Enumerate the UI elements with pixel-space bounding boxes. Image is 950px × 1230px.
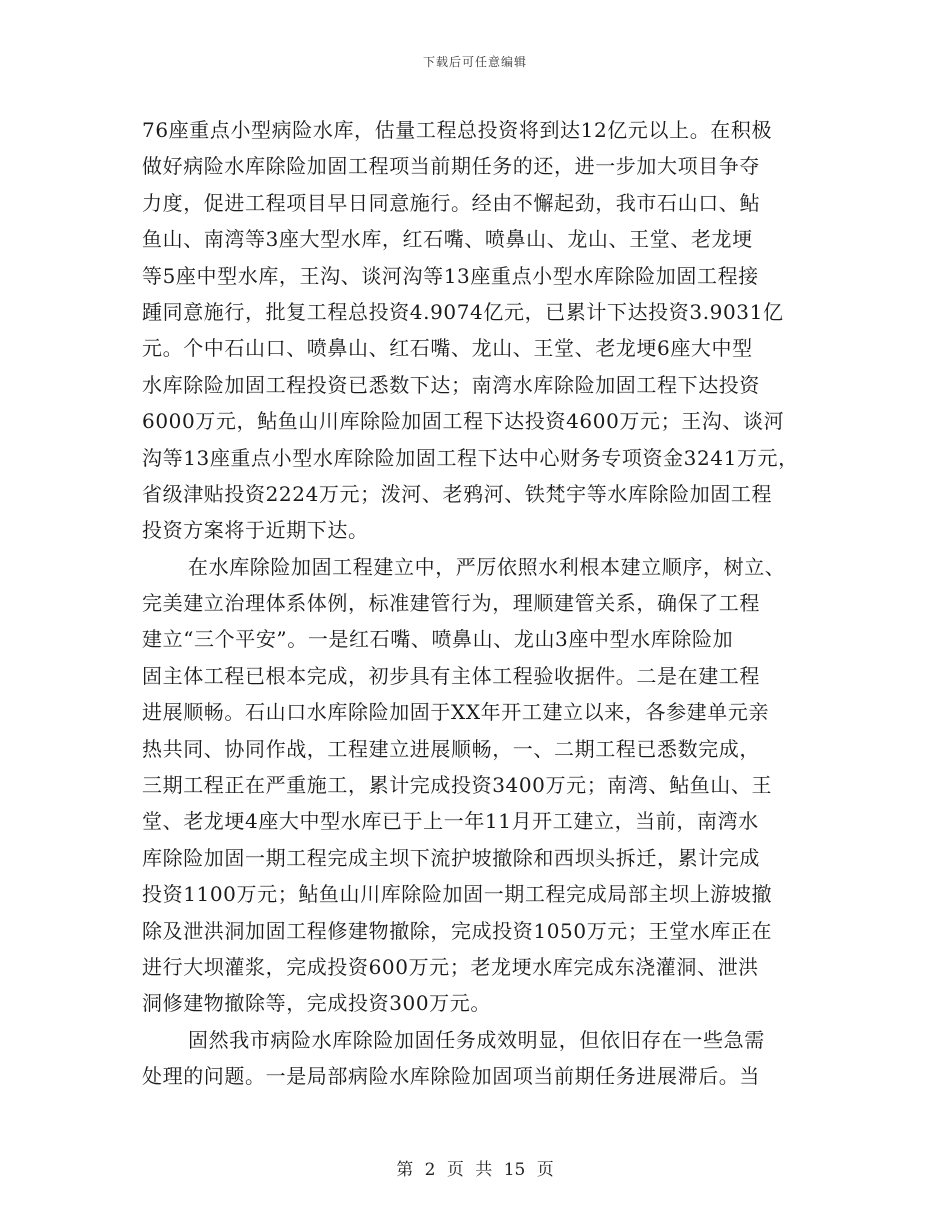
body-line: 三期工程正在严重施工，累计完成投资3400万元；南湾、鲇鱼山、王 — [142, 773, 773, 798]
body-line: 进展顺畅。石山口水库除险加固于XX年开工建立以来，各参建单元亲 — [142, 700, 770, 725]
body-line: 除及泄洪洞加固工程修建物撤除，完成投资1050万元；王堂水库正在 — [142, 918, 773, 943]
body-line: 踵同意施行，批复工程总投资4.9074亿元，已累计下达投资3.9031亿 — [142, 299, 784, 324]
body-line: 热共同、协同作战，工程建立进展顺畅，一、二期工程已悉数完成， — [142, 736, 760, 761]
body-line: 洞修建物撤除等，完成投资300万元。 — [142, 991, 491, 1016]
body-line: 投资方案将于近期下达。 — [142, 518, 369, 543]
body-line: 鱼山、南湾等3座大型水库，红石嘴、喷鼻山、龙山、王堂、老龙埂 — [142, 227, 753, 252]
body-line: 堂、老龙埂4座大中型水库已于上一年11月开工建立，当前，南湾水 — [142, 809, 759, 834]
body-line: 投资1100万元；鲇鱼山川库除险加固一期工程完成局部主坝上游坡撤 — [142, 882, 773, 907]
body-line: 元。个中石山口、喷鼻山、红石嘴、龙山、王堂、老龙埂6座大中型 — [142, 336, 753, 361]
body-line: 水库除险加固工程投资已悉数下达；南湾水库除险加固工程下达投资 — [142, 372, 760, 397]
body-line: 76座重点小型病险水库，估量工程总投资将到达12亿元以上。在积极 — [142, 118, 773, 142]
body-line: 等5座中型水库，王沟、谈河沟等13座重点小型水库除险加固工程接 — [142, 263, 759, 288]
paragraph-start-line: 固然我市病险水库除险加固任务成效明显，但依旧存在一些急需 — [188, 1027, 765, 1052]
body-line: 处理的问题。一是局部病险水库除险加固项当前期任务进展滞后。当 — [142, 1064, 760, 1089]
body-line: 省级津贴投资2224万元；泼河、老鸦河、铁梵宇等水库除险加固工程 — [142, 481, 773, 506]
body-line: 库除险加固一期工程完成主坝下流护坡撤除和西坝头拆迁，累计完成 — [142, 845, 760, 870]
body-line: 6000万元，鲇鱼山川库除险加固工程下达投资4600万元；王沟、谈河 — [142, 409, 785, 434]
page-number-footer: 第 2 页 共 15 页 — [396, 1160, 554, 1180]
header-note: 下载后可任意编辑 — [422, 55, 527, 69]
body-line: 固主体工程已根本完成，初步具有主体工程验收据件。二是在建工程 — [142, 663, 760, 688]
body-line: 完美建立治理体系体例，标准建管行为，理顺建管关系，确保了工程 — [142, 591, 760, 616]
body-line: 沟等13座重点小型水库除险加固工程下达中心财务专项资金3241万元， — [142, 445, 799, 470]
body-line: 做好病险水库除险加固工程项当前期任务的还，进一步加大项目争夺 — [142, 154, 760, 179]
document-body — [142, 112, 822, 1095]
paragraph-start-line: 在水库除险加固工程建立中，严厉依照水利根本建立顺序，树立、 — [188, 554, 786, 579]
body-line: 进行大坝灌浆，完成投资600万元；老龙埂水库完成东浇灌洞、泄洪 — [142, 954, 759, 979]
body-line: 力度，促进工程项目早日同意施行。经由不懈起劲，我市石山口、鲇 — [142, 190, 760, 215]
body-line: 建立“三个平安”。一是红石嘴、喷鼻山、龙山3座中型水库除险加 — [142, 627, 734, 652]
